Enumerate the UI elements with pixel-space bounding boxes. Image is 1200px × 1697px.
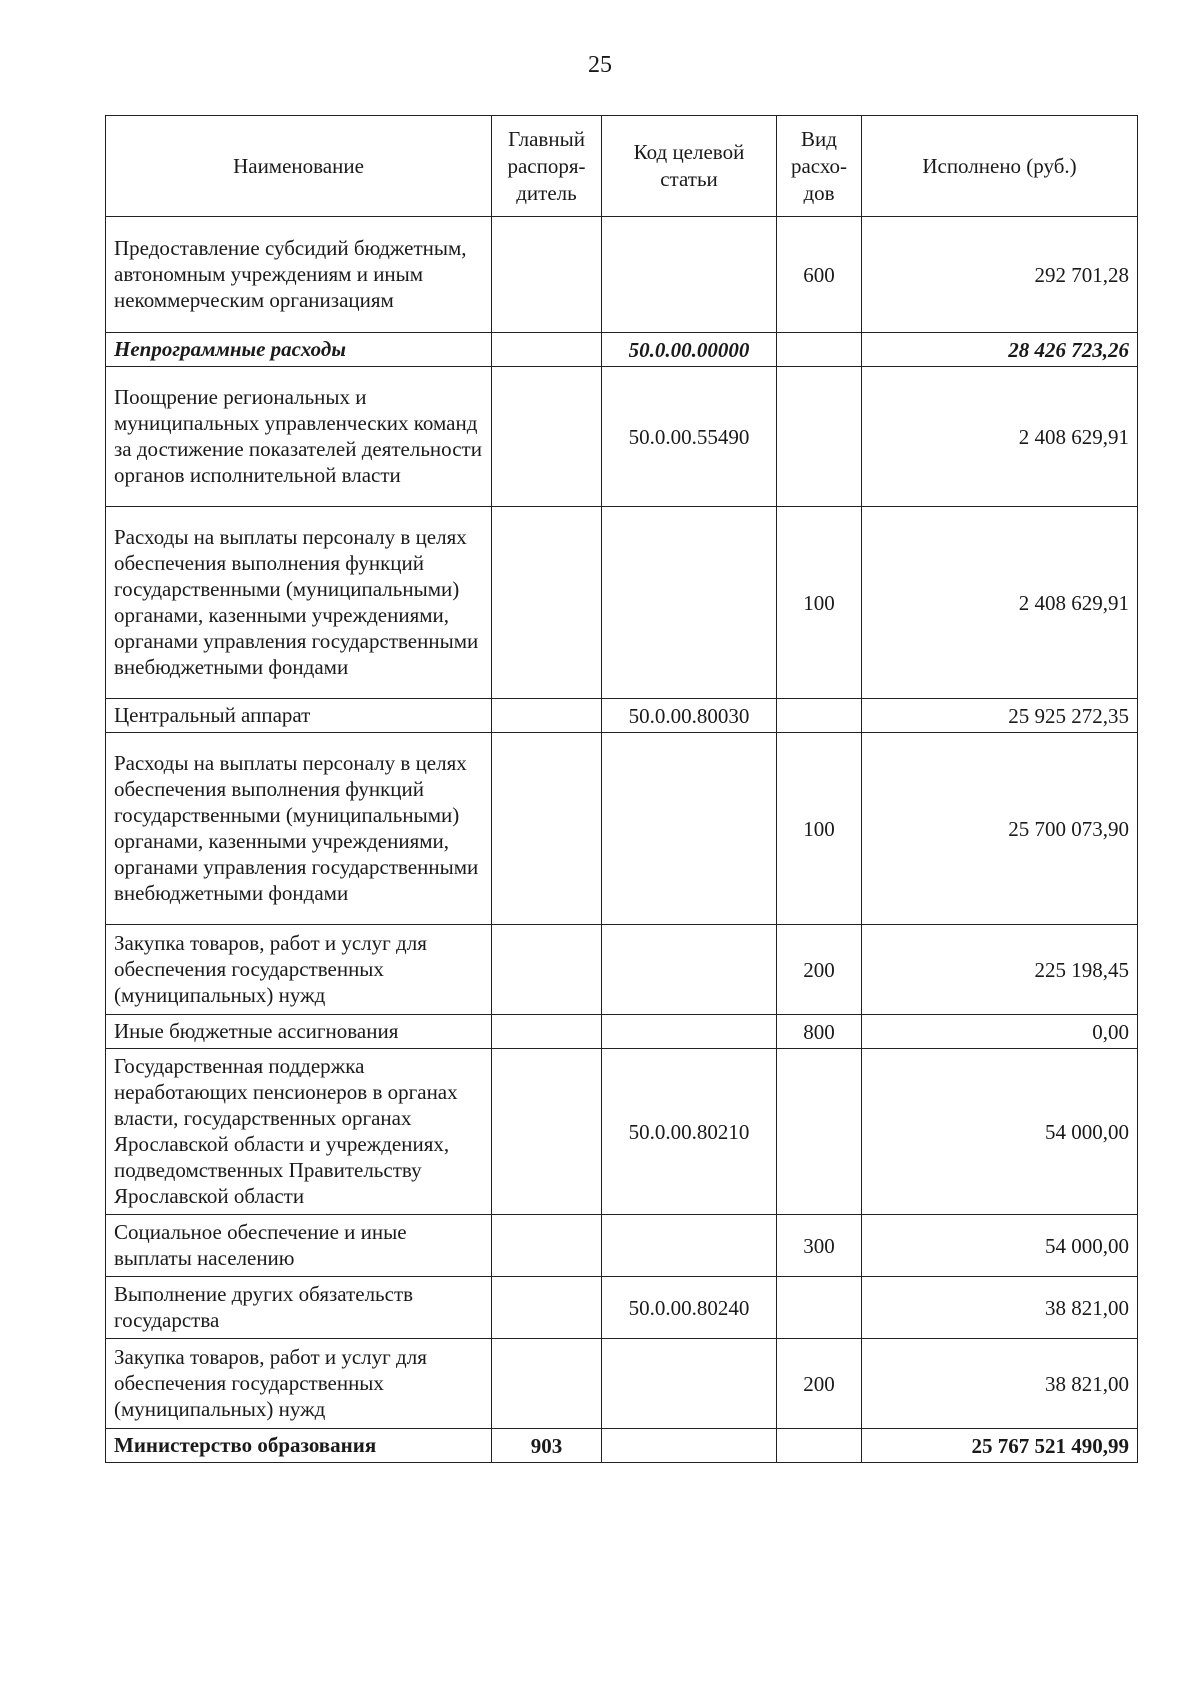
row-target-code-cell — [602, 507, 777, 699]
table-header-row — [106, 116, 1138, 217]
row-amount-cell: 2 408 629,91 — [862, 507, 1138, 699]
row-target-code-cell: 50.0.00.80240 — [602, 1277, 777, 1339]
row-target-code-cell: 50.0.00.80210 — [602, 1049, 777, 1215]
table-row — [106, 1215, 1138, 1277]
row-amount-cell: 25 925 272,35 — [862, 699, 1138, 733]
row-expense-kind-cell — [777, 333, 862, 367]
row-name-cell: Закупка товаров, работ и услуг для обеспечения государственных (муниципальных) нужд — [106, 925, 492, 1015]
row-main-manager-cell — [492, 1339, 602, 1429]
row-main-manager-cell — [492, 1215, 602, 1277]
row-main-manager-cell — [492, 1015, 602, 1049]
row-main-manager-cell — [492, 733, 602, 925]
row-target-code-cell: 50.0.00.80030 — [602, 699, 777, 733]
row-target-code-cell: 50.0.00.00000 — [602, 333, 777, 367]
table-row — [106, 1339, 1138, 1429]
row-amount-cell: 25 700 073,90 — [862, 733, 1138, 925]
row-name-cell: Расходы на выплаты персоналу в целях обеспечения выполнения функций государственными (муниципальными) органами, казенными учреждениями, органами управления государственными внебюджетными фондами — [106, 733, 492, 925]
row-main-manager-cell — [492, 333, 602, 367]
row-expense-kind-cell: 200 — [777, 925, 862, 1015]
row-main-manager-cell — [492, 507, 602, 699]
row-amount-cell: 2 408 629,91 — [862, 367, 1138, 507]
row-expense-kind-cell: 100 — [777, 733, 862, 925]
row-amount-cell: 0,00 — [862, 1015, 1138, 1049]
row-name-cell: Иные бюджетные ассигнования — [106, 1015, 492, 1049]
table-row — [106, 1015, 1138, 1049]
row-expense-kind-cell — [777, 699, 862, 733]
row-target-code-cell — [602, 217, 777, 333]
table-row — [106, 507, 1138, 699]
row-main-manager-cell — [492, 925, 602, 1015]
row-target-code-cell: 50.0.00.55490 — [602, 367, 777, 507]
table-row — [106, 925, 1138, 1015]
table-row — [106, 333, 1138, 367]
row-amount-cell: 38 821,00 — [862, 1277, 1138, 1339]
table-body — [106, 217, 1138, 1463]
table-row — [106, 217, 1138, 333]
row-name-cell: Расходы на выплаты персоналу в целях обеспечения выполнения функций государственными (муниципальными) органами, казенными учреждениями, органами управления государственными внебюджетными фондами — [106, 507, 492, 699]
row-main-manager-cell — [492, 367, 602, 507]
row-name-cell: Предоставление субсидий бюджетным, автономным учреждениям и иным некоммерческим организациям — [106, 217, 492, 333]
row-name-cell: Социальное обеспечение и иные выплаты населению — [106, 1215, 492, 1277]
table-row — [106, 1277, 1138, 1339]
header-target-code: Код целевой статьи — [602, 116, 777, 217]
row-expense-kind-cell: 100 — [777, 507, 862, 699]
row-amount-cell: 225 198,45 — [862, 925, 1138, 1015]
table-row — [106, 733, 1138, 925]
page-number: 25 — [588, 52, 612, 78]
row-target-code-cell — [602, 1429, 777, 1463]
row-name-cell: Выполнение других обязательств государства — [106, 1277, 492, 1339]
row-target-code-cell — [602, 1215, 777, 1277]
header-executed-amount: Исполнено (руб.) — [862, 116, 1138, 217]
row-name-cell: Министерство образования — [106, 1429, 492, 1463]
row-name-cell: Закупка товаров, работ и услуг для обеспечения государственных (муниципальных) нужд — [106, 1339, 492, 1429]
row-expense-kind-cell: 300 — [777, 1215, 862, 1277]
row-expense-kind-cell — [777, 1429, 862, 1463]
budget-execution-table — [105, 115, 1138, 1463]
row-expense-kind-cell — [777, 1049, 862, 1215]
row-amount-cell: 28 426 723,26 — [862, 333, 1138, 367]
row-main-manager-cell — [492, 217, 602, 333]
row-main-manager-cell — [492, 1277, 602, 1339]
header-name: Наименование — [106, 116, 492, 217]
row-expense-kind-cell: 600 — [777, 217, 862, 333]
row-expense-kind-cell: 200 — [777, 1339, 862, 1429]
row-main-manager-cell — [492, 699, 602, 733]
row-amount-cell: 38 821,00 — [862, 1339, 1138, 1429]
row-name-cell: Поощрение региональных и муниципальных управленческих команд за достижение показателей деятельности органов исполнительной власти — [106, 367, 492, 507]
table-row — [106, 367, 1138, 507]
row-expense-kind-cell — [777, 1277, 862, 1339]
row-name-cell: Центральный аппарат — [106, 699, 492, 733]
row-expense-kind-cell — [777, 367, 862, 507]
table-row — [106, 1049, 1138, 1215]
row-amount-cell: 54 000,00 — [862, 1215, 1138, 1277]
row-name-cell: Государственная поддержка неработающих пенсионеров в органах власти, государственных органах Ярославской области и учреждениях, подведомственных Правительству Ярославской области — [106, 1049, 492, 1215]
row-amount-cell: 25 767 521 490,99 — [862, 1429, 1138, 1463]
row-target-code-cell — [602, 733, 777, 925]
row-target-code-cell — [602, 1015, 777, 1049]
table-row — [106, 699, 1138, 733]
row-target-code-cell — [602, 925, 777, 1015]
row-name-cell: Непрограммные расходы — [106, 333, 492, 367]
row-target-code-cell — [602, 1339, 777, 1429]
row-amount-cell: 292 701,28 — [862, 217, 1138, 333]
row-amount-cell: 54 000,00 — [862, 1049, 1138, 1215]
row-expense-kind-cell: 800 — [777, 1015, 862, 1049]
row-main-manager-cell — [492, 1049, 602, 1215]
row-main-manager-cell: 903 — [492, 1429, 602, 1463]
table-row — [106, 1429, 1138, 1463]
header-main-manager: Главный распоря-дитель — [492, 116, 602, 217]
header-expense-kind: Вид расхо-дов — [777, 116, 862, 217]
